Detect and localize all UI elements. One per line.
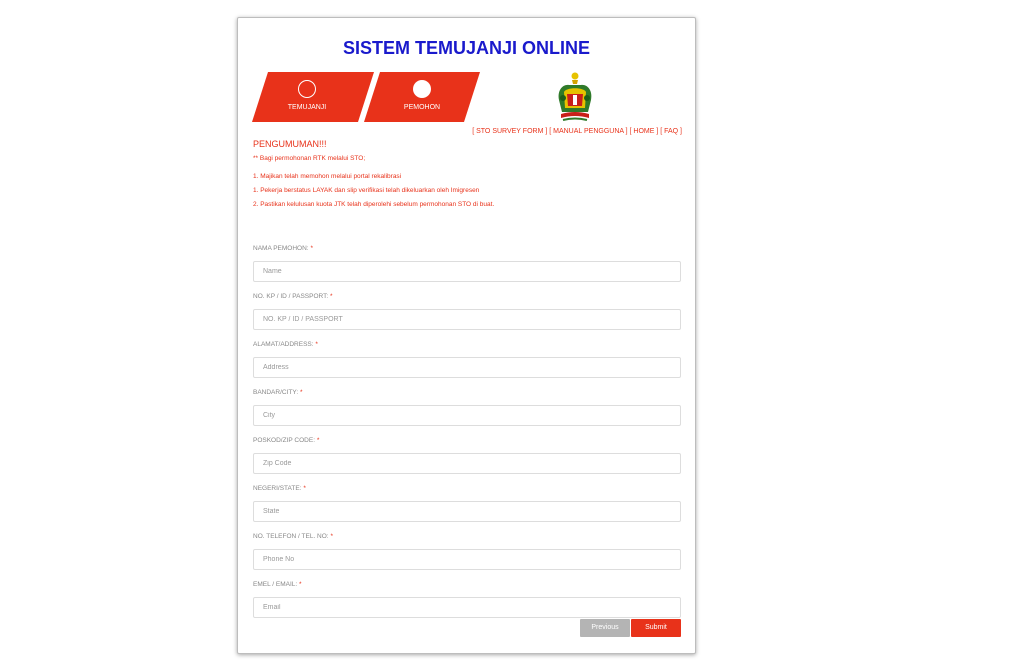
submit-button[interactable]: Submit — [631, 619, 681, 637]
field-label: ALAMAT/ADDRESS: * — [253, 341, 318, 348]
field-label: NEGERI/STATE: * — [253, 485, 306, 492]
appointment-form-card — [237, 17, 696, 654]
step-pemohon[interactable] — [367, 72, 477, 122]
applicant-form — [253, 244, 681, 628]
form-field-city — [253, 389, 681, 436]
announcement-line: 1. Pekerja berstatus LAYAK dan slip verifikasi telah dikeluarkan oleh Imigresen — [253, 187, 480, 194]
step-progress — [252, 72, 480, 122]
step-label: PEMOHON — [403, 104, 441, 111]
field-label: NO. TELEFON / TEL. NO: * — [253, 533, 333, 540]
id-passport-input[interactable] — [253, 309, 681, 330]
form-field-state — [253, 485, 681, 532]
page-title: SISTEM TEMUJANJI ONLINE — [342, 38, 591, 58]
form-field-name — [253, 245, 681, 292]
nav-links[interactable]: [ STO SURVEY FORM ] [ MANUAL PENGGUNA ] [ HOME ] [ FAQ ] — [472, 128, 682, 135]
circle-filled-icon — [413, 80, 431, 98]
step-label: TEMUJANJI — [287, 104, 327, 111]
field-label: NAMA PEMOHON: * — [253, 245, 313, 252]
zip-code-input[interactable] — [253, 453, 681, 474]
announcement-line: 2. Pastikan kelulusan kuota JTK telah diperolehi sebelum permohonan STO di buat. — [253, 201, 495, 208]
form-field-id — [253, 293, 681, 340]
address-input[interactable] — [253, 357, 681, 378]
announcement-line: 1. Majikan telah memohon melalui portal rekalibrasi — [253, 173, 402, 180]
field-label: BANDAR/CITY: * — [253, 389, 303, 396]
field-label: EMEL / EMAIL: * — [253, 581, 302, 588]
form-actions — [580, 619, 681, 637]
field-label: NO. KP / ID / PASSPORT: * — [253, 293, 333, 300]
step-temujanji[interactable] — [252, 72, 362, 122]
circle-outline-icon — [298, 80, 316, 98]
state-input[interactable] — [253, 501, 681, 522]
form-field-address — [253, 341, 681, 388]
announcement — [253, 139, 683, 215]
email-input[interactable] — [253, 597, 681, 618]
form-field-phone — [253, 533, 681, 580]
field-label: POSKOD/ZIP CODE: * — [253, 437, 320, 444]
jim-crest-logo — [555, 70, 595, 126]
previous-button[interactable]: Previous — [580, 619, 630, 637]
announcement-heading: PENGUMUMAN!!! — [253, 139, 327, 149]
announcement-line: ** Bagi permohonan RTK melalui STO; — [253, 155, 366, 162]
name-input[interactable] — [253, 261, 681, 282]
phone-input[interactable] — [253, 549, 681, 570]
city-input[interactable] — [253, 405, 681, 426]
form-field-zip — [253, 437, 681, 484]
